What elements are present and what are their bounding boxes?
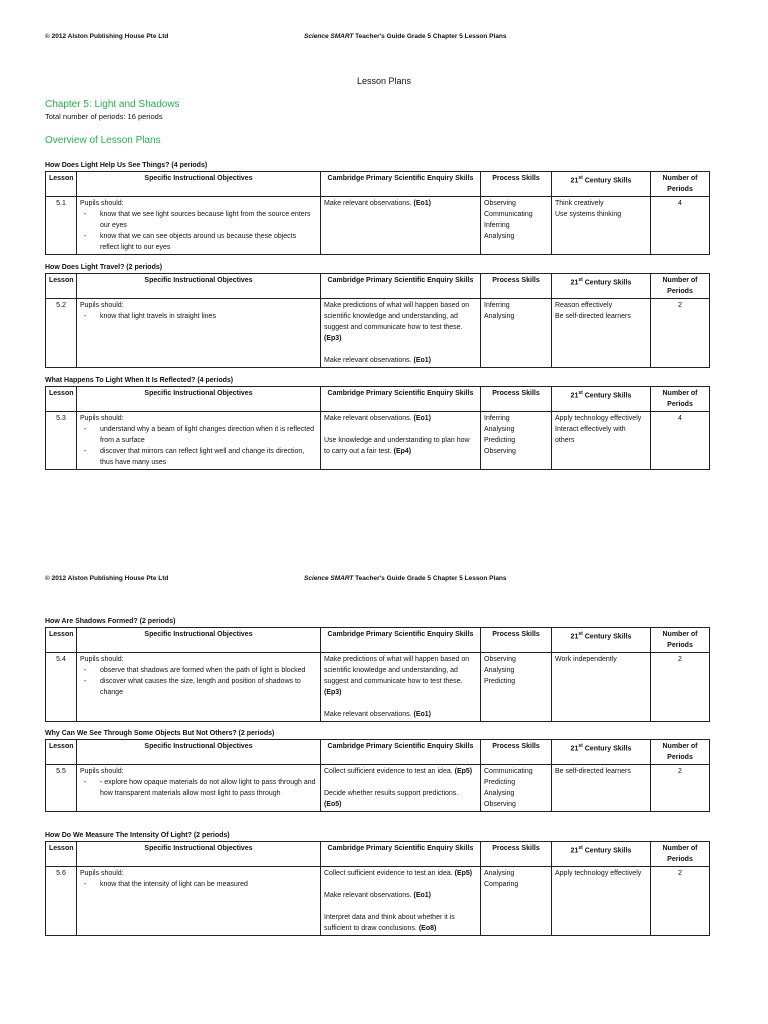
enquiry-skill: Make relevant observations. (Eo1): [324, 357, 431, 364]
skill-code: (Eo8): [418, 925, 437, 932]
col-periods: Number of Periods: [651, 387, 710, 412]
objective-item: - know that we can see objects around us because these objects reflect light to our eyes: [80, 231, 317, 253]
table-header-row: [46, 172, 710, 197]
lesson-table: [45, 386, 710, 470]
section-title: What Happens To Light When It Is Reflected? (4 periods): [45, 377, 234, 384]
table-row: [46, 197, 710, 255]
century-skill: Reason effectively: [555, 302, 613, 309]
col-periods: Number of Periods: [651, 740, 710, 765]
section-title: How Do We Measure The Intensity Of Light? (2 periods): [45, 832, 230, 839]
skill-code: (Eo1): [413, 711, 431, 718]
objective-item: - - explore how opaque materials do not allow light to pass through and how transparent materials allow most light to pass through: [80, 777, 317, 799]
skill-code: (Eo1): [413, 357, 431, 364]
process-skills-cell: [481, 653, 552, 722]
objectives-intro: Pupils should:: [80, 656, 124, 663]
enquiry-skill: Make predictions of what will happen based on scientific knowledge and understanding, ad suggest and communicate how to test these. (Ep3): [324, 302, 470, 342]
col-cambridge: Cambridge Primary Scientific Enquiry Skills: [321, 274, 481, 299]
lesson-number: 5.5: [46, 765, 77, 812]
running-title: Science SMART Teacher's Guide Grade 5 Chapter 5 Lesson Plans: [304, 33, 507, 40]
objective-item: - observe that shadows are formed when the path of light is blocked: [80, 665, 317, 676]
lesson-table: [45, 171, 710, 255]
col-process: Process Skills: [481, 387, 552, 412]
periods-count: 4: [651, 197, 710, 255]
lesson-number: 5.4: [46, 653, 77, 722]
table-row: [46, 299, 710, 368]
section-title: How Does Light Help Us See Things? (4 periods): [45, 162, 208, 169]
enquiry-skill: Collect sufficient evidence to test an idea. (Ep5): [324, 870, 473, 877]
objectives-cell: [77, 765, 321, 812]
skill-code: (Eo1): [413, 892, 431, 899]
lesson-table: [45, 273, 710, 368]
objectives-intro: Pupils should:: [80, 768, 124, 775]
col-cambridge: Cambridge Primary Scientific Enquiry Skills: [321, 628, 481, 653]
col-cambridge: Cambridge Primary Scientific Enquiry Skills: [321, 172, 481, 197]
skill-code: (Ep5): [454, 870, 473, 877]
col-objectives: Specific Instructional Objectives: [77, 172, 321, 197]
col-periods: Number of Periods: [651, 628, 710, 653]
table-row: [46, 765, 710, 812]
process-skill: Inferring: [484, 302, 510, 309]
col-objectives: Specific Instructional Objectives: [77, 274, 321, 299]
col-objectives: Specific Instructional Objectives: [77, 628, 321, 653]
process-skill: Comparing: [484, 881, 519, 888]
century-skill: Apply technology effectively: [555, 870, 642, 877]
col-cambridge: Cambridge Primary Scientific Enquiry Skills: [321, 387, 481, 412]
table-header-row: [46, 387, 710, 412]
century-skill: Work independently: [555, 656, 617, 663]
col-lesson: Lesson: [46, 740, 77, 765]
skill-code: (Ep3): [324, 335, 342, 342]
cambridge-cell: [321, 197, 481, 255]
cambridge-cell: [321, 299, 481, 368]
process-skill: Analysing: [484, 233, 515, 240]
objectives-cell: [77, 412, 321, 470]
periods-count: 2: [651, 867, 710, 936]
col-century: 21st Century Skills: [552, 172, 651, 197]
century-skill: Think creatively: [555, 200, 604, 207]
objectives-cell: [77, 653, 321, 722]
process-skill: Analysing: [484, 870, 515, 877]
col-century: 21st Century Skills: [552, 740, 651, 765]
process-skill: Observing: [484, 200, 516, 207]
col-process: Process Skills: [481, 172, 552, 197]
process-skill: Communicating: [484, 768, 533, 775]
lesson-table: [45, 841, 710, 936]
page-title: Lesson Plans: [356, 76, 412, 86]
process-skill: Observing: [484, 448, 516, 455]
col-objectives: Specific Instructional Objectives: [77, 740, 321, 765]
process-skill: Analysing: [484, 667, 515, 674]
enquiry-skill: Interpret data and think about whether it is sufficient to draw conclusions. (Eo8): [324, 914, 455, 932]
col-process: Process Skills: [481, 628, 552, 653]
skill-code: (Ep4): [393, 448, 412, 455]
lesson-section: [45, 831, 709, 936]
process-skill: Observing: [484, 656, 516, 663]
century-skill: Interact effectively with others: [555, 426, 626, 444]
century-skills-cell: [552, 299, 651, 368]
chapter-heading: Chapter 5: Light and Shadows: [45, 99, 180, 110]
col-periods: Number of Periods: [651, 842, 710, 867]
lesson-table: [45, 627, 710, 722]
process-skill: Analysing: [484, 790, 515, 797]
table-header-row: [46, 274, 710, 299]
cambridge-cell: [321, 867, 481, 936]
col-lesson: Lesson: [46, 628, 77, 653]
process-skills-cell: [481, 765, 552, 812]
cambridge-cell: [321, 653, 481, 722]
col-lesson: Lesson: [46, 842, 77, 867]
objective-item: - know that light travels in straight lines: [80, 311, 317, 322]
century-skill: Be self-directed learners: [555, 313, 631, 320]
col-objectives: Specific Instructional Objectives: [77, 842, 321, 867]
process-skill: Observing: [484, 801, 516, 808]
lesson-section: [45, 161, 709, 255]
process-skill: Predicting: [484, 437, 516, 444]
process-skill: Analysing: [484, 426, 515, 433]
col-cambridge: Cambridge Primary Scientific Enquiry Skills: [321, 740, 481, 765]
section-title: How Are Shadows Formed? (2 periods): [45, 618, 176, 625]
process-skill: Predicting: [484, 678, 516, 685]
table-header-row: [46, 740, 710, 765]
skill-code: (Ep5): [454, 768, 473, 775]
cambridge-cell: [321, 412, 481, 470]
col-century: 21st Century Skills: [552, 387, 651, 412]
col-century: 21st Century Skills: [552, 274, 651, 299]
lesson-section: [45, 376, 709, 470]
running-title: Science SMART Teacher's Guide Grade 5 Chapter 5 Lesson Plans: [304, 575, 507, 582]
lesson-number: 5.1: [46, 197, 77, 255]
table-header-row: [46, 628, 710, 653]
century-skill: Use systems thinking: [555, 211, 622, 218]
lesson-number: 5.3: [46, 412, 77, 470]
col-lesson: Lesson: [46, 274, 77, 299]
enquiry-skill: Use knowledge and understanding to plan how to carry out a fair test. (Ep4): [324, 437, 470, 455]
enquiry-skill: Make relevant observations. (Eo1): [324, 415, 431, 422]
century-skills-cell: [552, 653, 651, 722]
century-skills-cell: [552, 412, 651, 470]
col-periods: Number of Periods: [651, 274, 710, 299]
objectives-intro: Pupils should:: [80, 870, 124, 877]
skill-code: (Ep3): [324, 689, 342, 696]
objective-item: - know that the intensity of light can be measured: [80, 879, 317, 890]
process-skills-cell: [481, 299, 552, 368]
process-skills-cell: [481, 197, 552, 255]
objective-item: - discover that mirrors can reflect light well and change its direction, thus have many uses: [80, 446, 317, 468]
col-century: 21st Century Skills: [552, 628, 651, 653]
enquiry-skill: Decide whether results support predictions. (Eo5): [324, 790, 459, 808]
col-cambridge: Cambridge Primary Scientific Enquiry Skills: [321, 842, 481, 867]
periods-count: 2: [651, 299, 710, 368]
lesson-number: 5.6: [46, 867, 77, 936]
col-lesson: Lesson: [46, 172, 77, 197]
lesson-number: 5.2: [46, 299, 77, 368]
table-row: [46, 867, 710, 936]
objective-item: - know that we see light sources because light from the source enters our eyes: [80, 209, 317, 231]
col-century: 21st Century Skills: [552, 842, 651, 867]
col-objectives: Specific Instructional Objectives: [77, 387, 321, 412]
process-skill: Inferring: [484, 415, 510, 422]
lesson-section: [45, 729, 709, 812]
periods-count: 2: [651, 653, 710, 722]
objective-item: - discover what causes the size, length and position of shadows to change: [80, 676, 317, 698]
objective-item: - understand why a beam of light changes direction when it is reflected from a surface: [80, 424, 317, 446]
enquiry-skill: Make relevant observations. (Eo1): [324, 200, 431, 207]
cambridge-cell: [321, 765, 481, 812]
process-skill: Communicating: [484, 211, 533, 218]
col-process: Process Skills: [481, 274, 552, 299]
century-skill: Be self-directed learners: [555, 768, 631, 775]
objectives-intro: Pupils should:: [80, 415, 124, 422]
total-periods: Total number of periods: 16 periods: [45, 112, 163, 121]
table-row: [46, 653, 710, 722]
table-row: [46, 412, 710, 470]
objectives-intro: Pupils should:: [80, 302, 124, 309]
century-skill: Apply technology effectively: [555, 415, 642, 422]
enquiry-skill: Make relevant observations. (Eo1): [324, 892, 431, 899]
section-title: Why Can We See Through Some Objects But Not Others? (2 periods): [45, 730, 275, 737]
overview-heading: Overview of Lesson Plans: [45, 135, 161, 146]
enquiry-skill: Make predictions of what will happen based on scientific knowledge and understanding, ad suggest and communicate how to test these. (Ep3): [324, 656, 470, 696]
process-skill: Inferring: [484, 222, 510, 229]
objectives-cell: [77, 197, 321, 255]
periods-count: 4: [651, 412, 710, 470]
objectives-intro: Pupils should:: [80, 200, 124, 207]
process-skill: Analysing: [484, 313, 515, 320]
skill-code: (Eo1): [413, 200, 431, 207]
lesson-section: [45, 617, 709, 722]
century-skills-cell: [552, 197, 651, 255]
col-periods: Number of Periods: [651, 172, 710, 197]
process-skills-cell: [481, 867, 552, 936]
section-title: How Does Light Travel? (2 periods): [45, 264, 163, 271]
col-lesson: Lesson: [46, 387, 77, 412]
col-process: Process Skills: [481, 740, 552, 765]
enquiry-skill: Collect sufficient evidence to test an idea. (Ep5): [324, 768, 473, 775]
lesson-section: [45, 263, 709, 368]
enquiry-skill: Make relevant observations. (Eo1): [324, 711, 431, 718]
periods-count: 2: [651, 765, 710, 812]
objectives-cell: [77, 867, 321, 936]
lesson-table: [45, 739, 710, 812]
skill-code: (Eo1): [413, 415, 431, 422]
copyright-text: © 2012 Alston Publishing House Pte Ltd: [45, 575, 169, 582]
skill-code: (Eo5): [324, 801, 342, 808]
process-skills-cell: [481, 412, 552, 470]
century-skills-cell: [552, 765, 651, 812]
table-header-row: [46, 842, 710, 867]
century-skills-cell: [552, 867, 651, 936]
process-skill: Predicting: [484, 779, 516, 786]
objectives-cell: [77, 299, 321, 368]
col-process: Process Skills: [481, 842, 552, 867]
copyright-text: © 2012 Alston Publishing House Pte Ltd: [45, 33, 169, 40]
